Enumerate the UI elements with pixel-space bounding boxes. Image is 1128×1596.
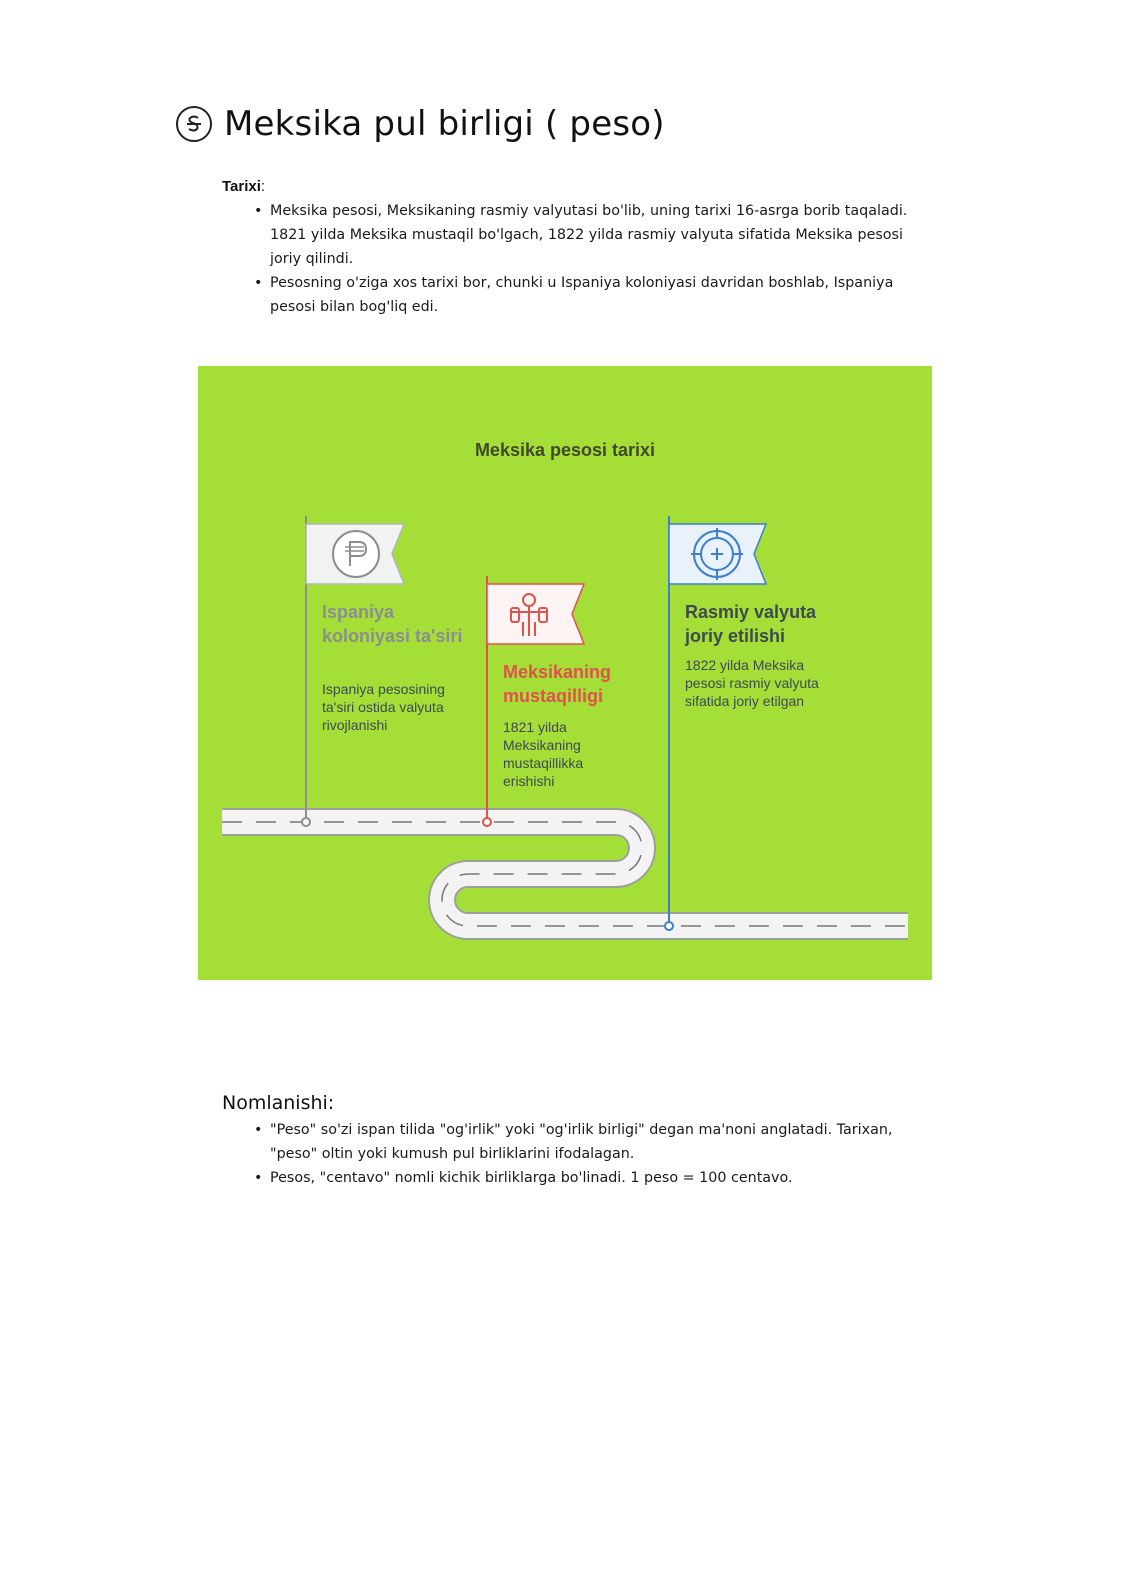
peso-circle-icon — [176, 106, 212, 142]
milestone-dot-3 — [665, 922, 673, 930]
milestone-1-description: Ispaniya pesosining ta'siri ostida valyuta rivojlanishi — [322, 681, 445, 733]
milestone-3-description: 1822 yilda Meksika pesosi rasmiy valyuta sifatida joriy etilgan — [685, 657, 819, 709]
history-label — [222, 178, 265, 195]
naming-list — [252, 1118, 912, 1190]
milestone-2-description: 1821 yilda Meksikaning mustaqillikka erishishi — [503, 719, 584, 789]
milestone-dot-1 — [302, 818, 310, 826]
peso-glyph — [184, 113, 204, 135]
history-label-colon: : — [260, 178, 266, 195]
peso-coin-icon — [333, 531, 379, 577]
page-title: Meksika pul birligi ( peso) — [224, 104, 665, 144]
history-list — [252, 199, 912, 319]
timeline-infographic — [198, 366, 932, 980]
list-item: • Pesosning o'ziga xos tarixi bor, chunki u Ispaniya koloniyasi davridan boshlab, Ispaniya pesosi bilan bog'liq edi. — [252, 271, 912, 319]
list-item: • Meksika pesosi, Meksikaning rasmiy valyutasi bo'lib, uning tarixi 16-asrga borib taqaladi. 1821 yilda Meksika mustaqil bo'lgach, 1822 yilda rasmiy valyuta sifatida Meksika pesosi joriy qilindi. — [252, 199, 912, 271]
milestone-3-heading: Rasmiy valyuta joriy etilishi — [685, 602, 817, 646]
page-title-row — [176, 104, 665, 144]
milestone-1-heading: Ispaniya koloniyasi ta'siri — [322, 602, 463, 646]
infographic-title: Meksika pesosi tarixi — [474, 440, 656, 460]
flag-3 — [669, 524, 766, 584]
milestone-2-heading: Meksikaning mustaqilligi — [503, 662, 612, 706]
winding-road — [222, 822, 908, 926]
history-label-text: Tarixi — [222, 178, 261, 195]
naming-heading: Nomlanishi: — [222, 1092, 335, 1114]
flag-1 — [306, 524, 404, 584]
flag-2 — [487, 584, 584, 644]
list-item: • "Peso" so'zi ispan tilida "og'irlik" yoki "og'irlik birligi" degan ma'noni anglatadi. Tarixan, "peso" oltin yoki kumush pul birliklarini ifodalagan. — [252, 1118, 912, 1166]
milestone-dot-2 — [483, 818, 491, 826]
list-item: • Pesos, "centavo" nomli kichik birliklarga bo'linadi. 1 peso = 100 centavo. — [252, 1166, 912, 1190]
